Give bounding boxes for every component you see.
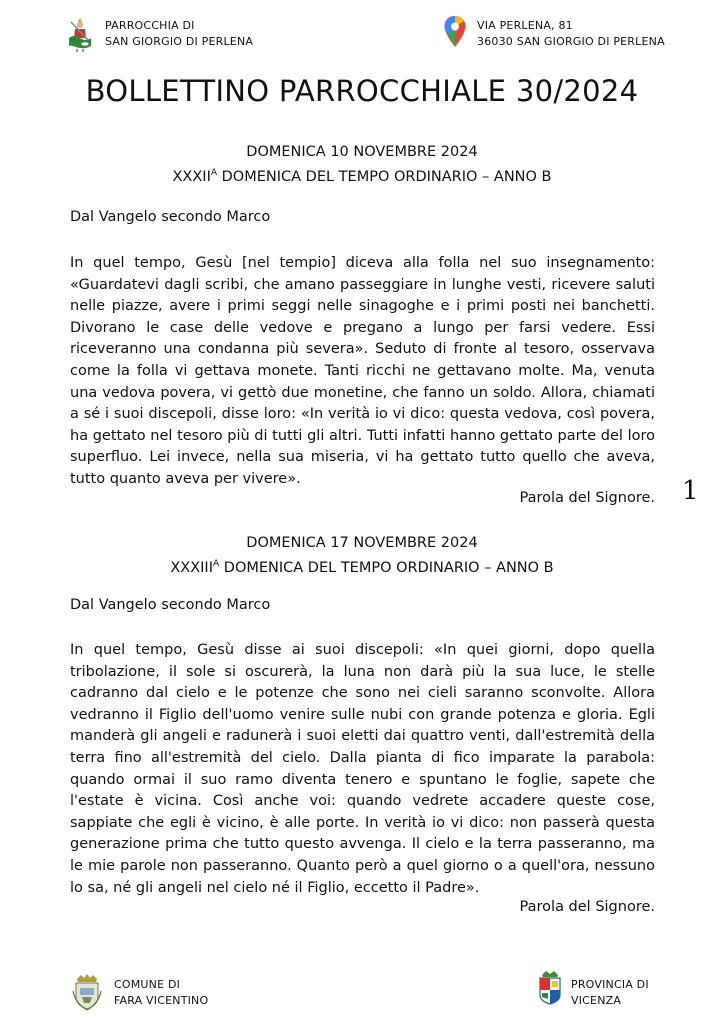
- section-2-signoff: Parola del Signore.: [519, 899, 655, 915]
- section-1-date: DOMENICA 10 NOVEMBRE 2024: [246, 144, 478, 160]
- parish-logo-icon: [66, 16, 94, 52]
- section-1-liturgy-rest: DOMENICA DEL TEMPO ORDINARIO – ANNO B: [217, 168, 552, 185]
- section-2-gospel-text: In quel tempo, Gesù disse ai suoi discepoli: «In quei giorni, dopo quella tribolazione, il sole si oscurerà, la luna non darà più la sua luce, le stelle cadranno dal cielo e le potenze che sono nei cieli saranno sconvolte. Allora vedranno il Figlio dell'uomo venire sulle nubi con grande potenza e gloria. Egli manderà gli angeli e radunerà i suoi eletti dai quattro venti, dall'estremità della terra fino all'estremità del cielo. Dalla pianta di fico imparate la parabola: quando ormai il suo ramo diventa tenero e spuntano le foglie, sapete che l'estate è vicina. Così anche voi: quando vedrete accadere queste cose, sappiate che egli è vicino, è alle porte. In verità io vi dico: non passerà questa generazione prima che tutto questo avvenga. Il cielo e la terra passeranno, ma le mie parole non passeranno. Quanto però a quel giorno o a quell'ora, nessuno lo sa, né gli angeli nel cielo né il Figlio, eccetto il Padre».: [70, 642, 655, 896]
- section-2-liturgy-sup: A: [213, 559, 220, 569]
- section-1-gospel-text: In quel tempo, Gesù [nel tempio] diceva alla folla nel suo insegnamento: «Guardatevi dagli scribi, che amano passeggiare in lunghe vesti, ricevere saluti nelle piazze, avere i primi seggi nelle sinagoghe e i primi posti nei banchetti. Divorano le case delle vedove e pregano a lungo per farsi vedere. Essi riceveranno una condanna più severa». Seduto di fronte al tesoro, osservava come la folla vi gettava monete. Tanti ricchi ne gettavano molte. Ma, venuta una vedova povera, vi gettò due monetine, che fanno un soldo. Allora, chiamati a sé i suoi discepoli, disse loro: «In verità io vi dico: questa vedova, così povera, ha gettato nel tesoro più di tutti gli altri. Tutti infatti hanno gettato parte del loro superfluo. Lei invece, nella sua miseria, vi ha gettato tutto quello che aveva, tutto quanto aveva per vivere».: [70, 255, 655, 487]
- comune-line1: COMUNE DI: [114, 978, 181, 991]
- section-2-liturgy: [0, 554, 724, 579]
- provincia-name: [571, 977, 649, 1009]
- address-line1: VIA PERLENA, 81: [477, 19, 573, 32]
- parish-name-line1: PARROCCHIA DI: [105, 19, 195, 32]
- page-number: 1: [682, 476, 699, 506]
- provincia-line1: PROVINCIA DI: [571, 978, 649, 991]
- municipal-crest-icon: [72, 973, 102, 1011]
- section-1-heading: [0, 142, 724, 188]
- section-1-liturgy-sup: A: [210, 168, 218, 178]
- section-2-liturgy-prefix: XXXIII: [170, 559, 213, 576]
- provincia-line2: VICENZA: [571, 994, 622, 1007]
- province-crest-icon: [538, 969, 562, 1005]
- comune-name: [114, 977, 208, 1009]
- section-1-liturgy-prefix: XXXII: [172, 168, 211, 185]
- section-1-lead: Dal Vangelo secondo Marco: [70, 209, 271, 225]
- comune-line2: FARA VICENTINO: [114, 994, 209, 1007]
- section-2-liturgy-rest: DOMENICA DEL TEMPO ORDINARIO – ANNO B: [219, 559, 554, 576]
- parish-name-line2: SAN GIORGIO DI PERLENA: [105, 35, 254, 48]
- map-pin-icon: [443, 15, 467, 49]
- section-1-signoff: Parola del Signore.: [519, 490, 655, 506]
- section-2-date: DOMENICA 17 NOVEMBRE 2024: [246, 535, 478, 551]
- address-line2: 36030 SAN GIORGIO DI PERLENA: [477, 35, 665, 48]
- parish-name: [105, 18, 253, 50]
- section-1-liturgy: [0, 163, 724, 188]
- address: [477, 18, 665, 50]
- section-2-heading: [0, 533, 724, 579]
- bulletin-title: BOLLETTINO PARROCCHIALE 30/2024: [85, 74, 639, 108]
- section-2-lead: Dal Vangelo secondo Marco: [70, 597, 271, 613]
